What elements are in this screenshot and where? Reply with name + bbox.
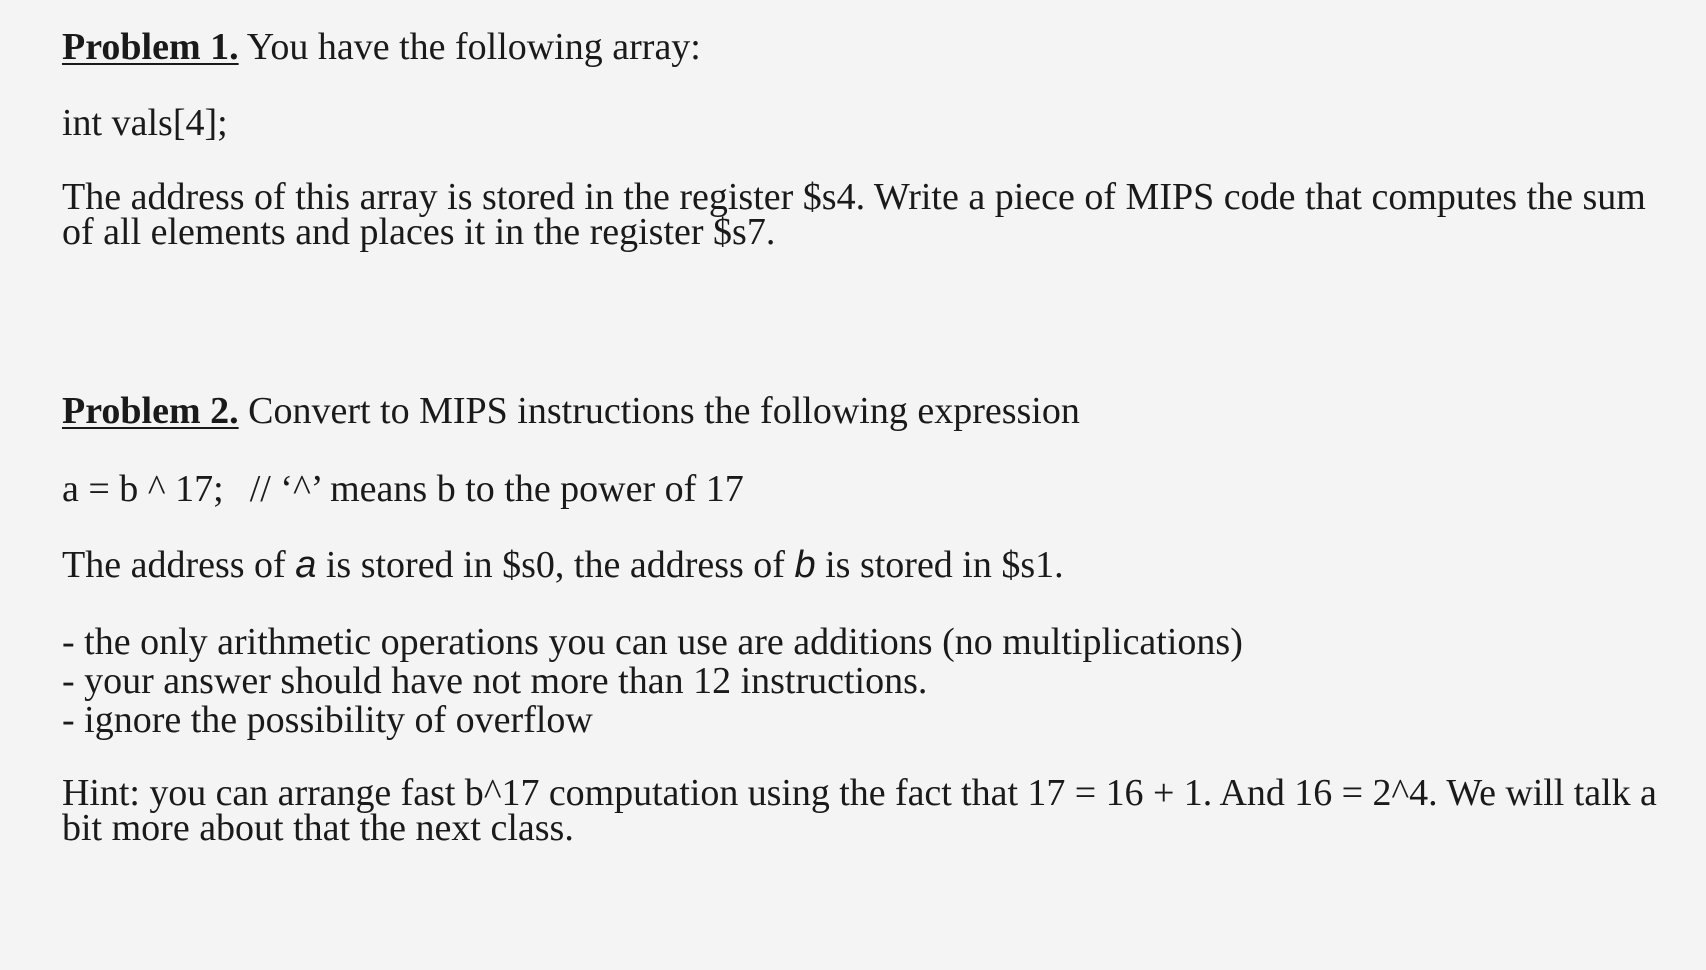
rule-item: - the only arithmetic operations you can use are additions (no multiplications) [62,621,1243,663]
problem-1-code: int vals[4]; [62,102,228,144]
variable-a: a [295,544,317,586]
problem-2-expression-line [62,470,744,509]
variable-b: b [794,544,816,586]
address-prefix: The address of [62,544,296,586]
problem-1-heading: Problem 1. [62,26,239,68]
problem-2-title [62,392,1080,431]
problem-1-description-line-1: The address of this array is stored in the register $s4. Write a piece of MIPS code that computes the sum [62,176,1646,218]
problem-2-expression: a = b ^ 17; [62,468,224,510]
problem-1-description-line-2: of all elements and places it in the register $s7. [62,211,776,253]
address-suffix: is stored in $s1. [815,544,1064,586]
problem-1-intro: You have the following array: [238,26,701,68]
hint-line-2: bit more about that the next class. [62,807,574,849]
problem-2-comment: // ‘^’ means b to the power of 17 [249,468,744,510]
rule-item: - your answer should have not more than 12 instructions. [62,660,928,702]
problem-1-title [62,28,701,67]
hint-line-1: Hint: you can arrange fast b^17 computation using the fact that 17 = 16 + 1. And 16 = 2^4. We will talk a [62,772,1657,814]
problem-sheet [62,0,1682,970]
problem-2-address-note [62,546,1064,585]
rule-item: - ignore the possibility of overflow [62,699,593,741]
address-middle: is stored in $s0, the address of [316,544,795,586]
problem-2-heading: Problem 2. [62,390,239,432]
problem-2-intro: Convert to MIPS instructions the following expression [238,390,1080,432]
